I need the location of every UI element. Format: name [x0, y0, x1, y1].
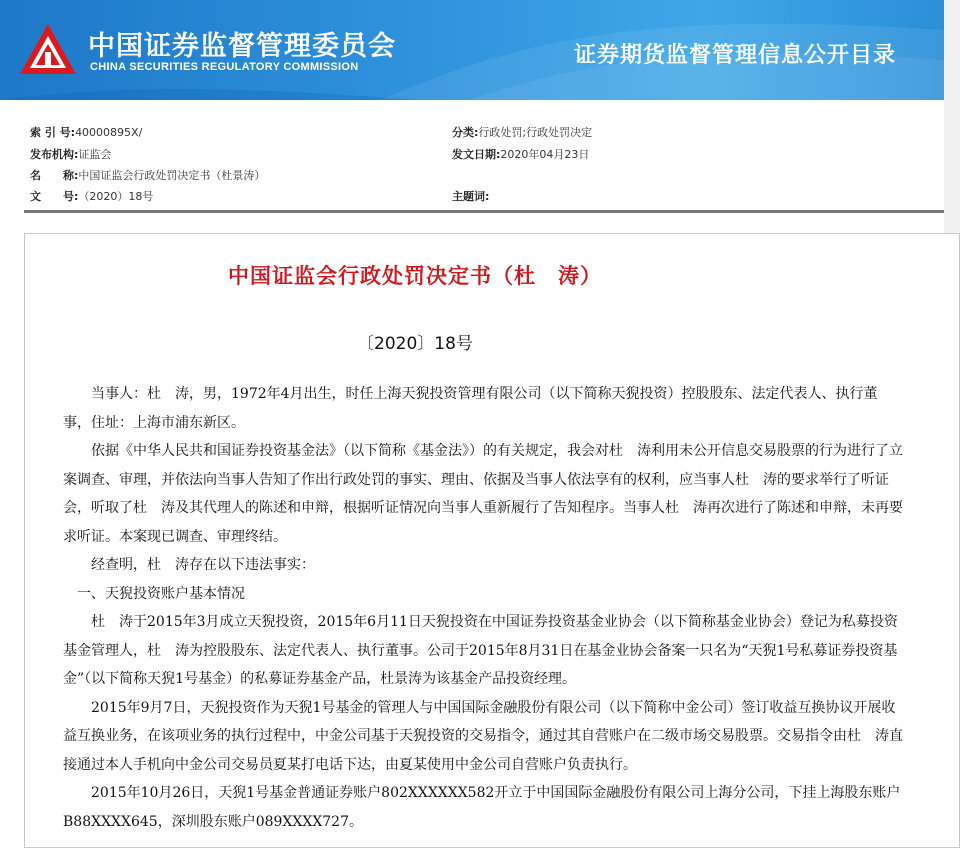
- catalog-title: 证券期货监督管理信息公开目录: [573, 43, 896, 68]
- agency-english-name: CHINA SECURITIES REGULATORY COMMISSION: [90, 61, 359, 73]
- section-heading: 一、天猊投资账户基本情况: [77, 585, 245, 602]
- meta-keywords: [452, 188, 489, 204]
- meta-date: [452, 146, 589, 162]
- meta-issuer-label: 发布机构:: [30, 148, 79, 161]
- meta-keywords-label: 主题词:: [452, 190, 490, 203]
- meta-category-label: 分类:: [452, 126, 479, 139]
- meta-date-label: 发文日期:: [452, 148, 501, 161]
- meta-name-label: 名 称:: [30, 169, 79, 182]
- agency-chinese-name: 中国证券监督管理委员会: [88, 31, 396, 62]
- document-title: 中国证监会行政处罚决定书（杜 涛）: [228, 264, 602, 288]
- meta-date-value: 2020年04月23日: [500, 148, 590, 161]
- meta-name: [30, 167, 265, 183]
- paragraph: 当事人：杜 涛，男，1972年4月出生，时任上海天猊投资管理有限公司（以下简称天猊投资）控股股东、法定代表人、执行董事，住址：上海市浦东新区。: [63, 386, 878, 431]
- meta-docno: [30, 188, 153, 204]
- meta-issuer-value: 证监会: [78, 148, 112, 161]
- meta-name-value: 中国证监会行政处罚决定书（杜景涛）: [78, 169, 266, 182]
- paragraph: 经查明，杜 涛存在以下违法事实：: [91, 557, 315, 573]
- paragraph: 杜 涛于2015年3月成立天猊投资，2015年6月11日天猊投资在中国证券投资基金业协会（以下简称基金业协会）登记为私募投资基金管理人，杜 涛为控股股东、法定代表人、执行董事。公司于2015年8月31日在基金业协会备案一只名为“天猊1号私募证券投资基金”（以下简称天猊1号基金）的私募证券基金产品，杜景涛为该基金产品投资经理。: [63, 614, 898, 687]
- document-body: [63, 380, 903, 836]
- site-header-banner: [0, 0, 944, 100]
- document-content: [24, 233, 960, 848]
- meta-index: [30, 124, 142, 140]
- meta-docno-label: 文 号:: [30, 190, 79, 203]
- meta-index-value: 40000895X/: [75, 126, 143, 139]
- document-number: 〔2020〕18号: [357, 334, 473, 354]
- document-metadata: [0, 100, 944, 212]
- paragraph: 依据《中华人民共和国证券投资基金法》（以下简称《基金法》）的有关规定，我会对杜 涛利用未公开信息交易股票的行为进行了立案调查、审理，并依法向当事人告知了作出行政处罚的事实、理由、依据及当事人依法享有的权利，应当事人杜 涛的要求举行了听证会，听取了杜 涛及其代理人的陈述和申辩，根据听证情况向当事人重新履行了告知程序。当事人杜 涛再次进行了陈述和申辩，未再要求听证。本案现已调查、审理终结。: [63, 443, 903, 545]
- paragraph: 2015年9月7日，天猊投资作为天猊1号基金的管理人与中国国际金融股份有限公司（以下简称中金公司）签订收益互换协议开展收益互换业务，在该项业务的执行过程中，中金公司基于天猊投资的交易指令，通过其自营账户在二级市场交易股票。交易指令由杜 涛直接通过本人手机向中金公司交易员夏某打电话下达，由夏某使用中金公司自营账户负责执行。: [63, 699, 903, 773]
- meta-docno-value: （2020）18号: [78, 190, 154, 203]
- meta-index-label: 索 引 号:: [30, 126, 76, 139]
- meta-category-value: 行政处罚;行政处罚决定: [478, 126, 593, 139]
- metadata-divider: [24, 210, 944, 213]
- paragraph: 2015年10月26日，天猊1号基金普通证券账户802XXXXXX582开立于中国国际金融股份有限公司上海分公司，下挂上海股东账户B88XXXX645，深圳股东账户089XXXX727。: [63, 785, 901, 830]
- meta-category: [452, 124, 592, 140]
- meta-issuer: [30, 146, 111, 162]
- csrc-logo-icon[interactable]: [18, 22, 78, 76]
